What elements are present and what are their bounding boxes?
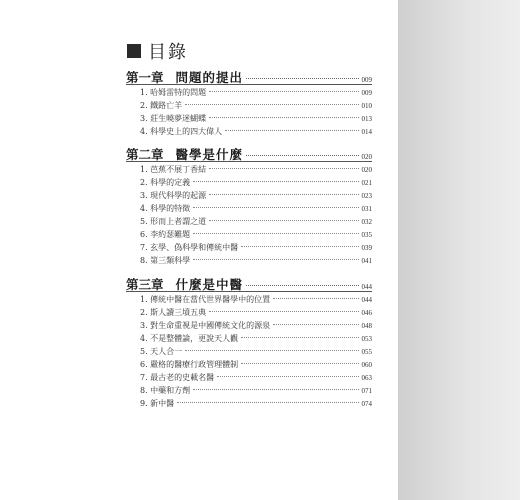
toc-item[interactable] [126,307,372,318]
page-number: 063 [361,374,372,382]
page-number: 014 [361,128,372,136]
toc-item-label: 1. 哈姆雷特的問題 [140,88,207,97]
toc-item[interactable] [126,346,372,357]
toc-item-label: 4. 科學的特徵 [140,204,191,213]
chapter-title: 問題的提出 [175,70,244,85]
page-number: 055 [361,348,372,356]
page-number: 023 [361,192,372,200]
dot-leader [193,180,358,182]
page-number: 071 [361,387,372,395]
toc-item-label: 4. 不是整體論，更說天人觀 [140,334,239,343]
toc-item-label: 3. 現代科學的起源 [140,191,207,200]
chapter-divider [126,161,372,162]
toc-item-label: 5. 形而上者謂之道 [140,217,207,226]
toc-item[interactable] [126,113,372,124]
dot-leader [273,323,358,325]
dot-leader [246,284,358,286]
toc-heading-text: 目錄 [148,42,188,63]
toc-item-label: 9. 新中醫 [140,399,175,408]
toc-item[interactable] [126,177,372,188]
toc-item-label: 4. 科學史上的四大偉人 [140,127,223,136]
dot-leader [209,193,358,195]
page-number: 031 [361,205,372,213]
dot-leader [241,245,358,247]
page-number: 074 [361,400,372,408]
chapter-divider [126,291,372,292]
chapter-number: 第二章 [126,147,164,162]
toc-item-label: 8. 第三類科學 [140,256,191,265]
toc-item-label: 2. 科學的定義 [140,178,191,187]
page-number: 021 [361,179,372,187]
toc-item[interactable] [126,164,372,175]
toc-item[interactable] [126,126,372,137]
dot-leader [241,362,358,364]
toc-item[interactable] [126,190,372,201]
toc-item-label: 1. 傳統中醫在當代世界醫學中的位置 [140,295,271,304]
dot-leader [241,336,358,338]
dot-leader [246,77,358,79]
toc-item-label: 7. 玄學、偽科學和傳統中醫 [140,243,239,252]
page-edge-gray-band [398,0,520,500]
dot-leader [209,167,358,169]
page-number: 020 [361,166,372,174]
page-number: 010 [361,102,372,110]
chapter-title: 什麼是中醫 [175,277,244,292]
page-number: 032 [361,218,372,226]
dot-leader [209,219,358,221]
chapter-number: 第一章 [126,70,164,85]
toc-item[interactable] [126,242,372,253]
toc-item-label: 8. 中藥和方劑 [140,386,191,395]
toc-item[interactable] [126,333,372,344]
toc-item[interactable] [126,100,372,111]
page-number: 013 [361,115,372,123]
toc-item[interactable] [126,398,372,409]
toc-item[interactable] [126,385,372,396]
page-number: 009 [361,76,372,84]
dot-leader [217,375,358,377]
black-square-icon [127,44,141,58]
page-number: 053 [361,335,372,343]
dot-leader [246,154,358,156]
toc-heading [127,40,188,62]
toc-item[interactable] [126,87,372,98]
dot-leader [177,401,358,403]
dot-leader [193,206,358,208]
toc-item-label: 1. 芭蕉不展丁香結 [140,165,207,174]
chapter-divider [126,84,372,85]
toc-item-label: 2. 鐵路亡羊 [140,101,183,110]
toc-item-label: 3. 對生命重視是中國傳統文化的源泉 [140,321,271,330]
dot-leader [193,232,358,234]
toc-item[interactable] [126,216,372,227]
toc-item-label: 7. 最古老的史載名醫 [140,373,215,382]
dot-leader [209,116,358,118]
toc-item-label: 6. 嚴格的醫療行政管理體制 [140,360,239,369]
chapter-title: 醫學是什麼 [175,147,244,162]
dot-leader [193,388,358,390]
page-number: 035 [361,231,372,239]
page-number: 048 [361,322,372,330]
toc-item[interactable] [126,294,372,305]
toc-item[interactable] [126,255,372,266]
toc-item-label: 2. 斯人讀三墳五典 [140,308,207,317]
toc-item-label: 5. 天人合一 [140,347,183,356]
dot-leader [225,129,358,131]
page-number: 060 [361,361,372,369]
dot-leader [185,349,358,351]
page-number: 041 [361,257,372,265]
toc-item[interactable] [126,372,372,383]
page-number: 044 [361,283,372,291]
page-number: 039 [361,244,372,252]
toc-item[interactable] [126,229,372,240]
dot-leader [209,90,358,92]
toc-item-label: 6. 李約瑟難題 [140,230,191,239]
dot-leader [185,103,358,105]
dot-leader [209,310,358,312]
page-number: 020 [361,153,372,161]
page-number: 046 [361,309,372,317]
toc-item[interactable] [126,359,372,370]
dot-leader [273,297,358,299]
toc-item[interactable] [126,203,372,214]
page-number: 044 [361,296,372,304]
page-number: 009 [361,89,372,97]
chapter-number: 第三章 [126,277,164,292]
toc-item[interactable] [126,320,372,331]
toc-item-label: 3. 莊生曉夢迷蝴蝶 [140,114,207,123]
dot-leader [193,258,358,260]
